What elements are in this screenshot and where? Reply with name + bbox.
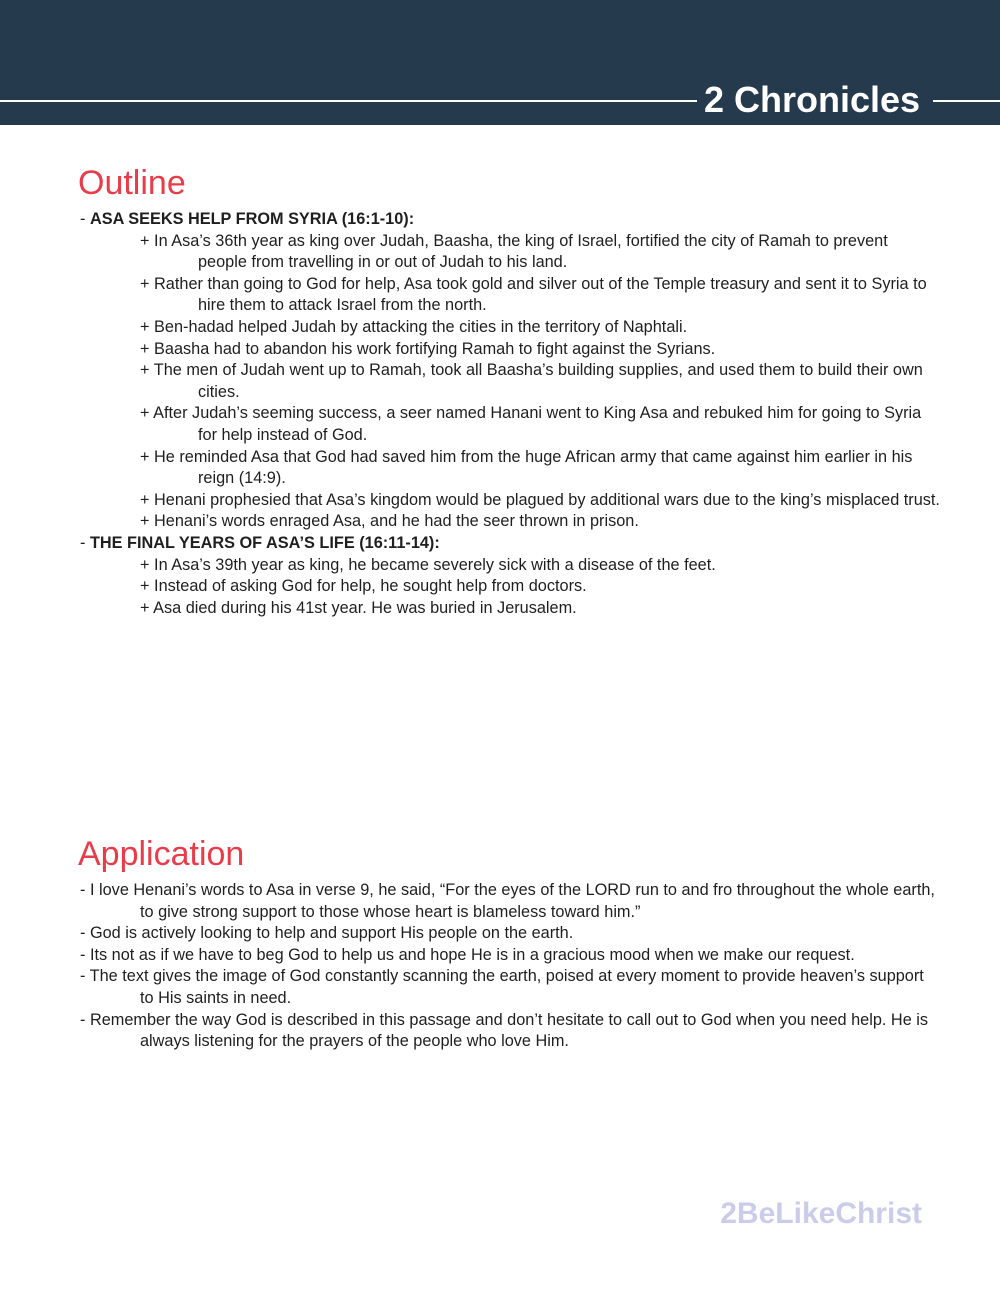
header-rule-right [933,100,1000,102]
outline-item-text: Henani’s words enraged Asa, and he had the seer thrown in prison. [154,512,639,531]
outline-item-text: Ben-hadad helped Judah by attacking the cities in the territory of Naphtali. [154,317,688,336]
application-item: - Its not as if we have to beg God to help us and hope He is in a gracious mood when we make our request. [80,945,855,964]
brand-watermark: 2BeLikeChrist [720,1197,922,1230]
application-item: - Remember the way God is described in this passage and don’t hesitate to call out to God when you need help. He is always listening for the prayers of the people who love Him. [80,1010,929,1051]
application-list [80,880,940,1053]
outline-item: + Instead of asking God for help, he sought help from doctors. [140,577,587,596]
outline-item-text: In Asa’s 36th year as king over Judah, Baasha, the king of Israel, fortified the city of Ramah to prevent people from travelling in or out of Judah to his land. [154,231,888,272]
outline-item-text: He reminded Asa that God had saved him from the huge African army that came against him earlier in his reign (14:9). [154,447,913,488]
application-item-text: Its not as if we have to beg God to help us and hope He is in a gracious mood when we make our request. [89,945,855,964]
application-item: - God is actively looking to help and support His people on the earth. [80,924,574,943]
application-item-text: I love Henani’s words to Asa in verse 9, he said, “For the eyes of the LORD run to and fro throughout the whole earth, to give strong support to those whose heart is blameless toward him.” [89,881,935,921]
outline-group-title-text: THE FINAL YEARS OF ASA’S LIFE (16:11-14): [89,533,440,552]
header-rule-left [0,100,697,102]
outline-item: + The men of Judah went up to Ramah, took all Baasha’s building supplies, and used them to build their own cities. [140,361,923,401]
outline-item: + In Asa’s 36th year as king over Judah, Baasha, the king of Israel, fortified the city of Ramah to prevent people from travelling in or out of Judah to his land. [140,231,888,272]
header-bar [0,0,1000,125]
outline-group-title-text: ASA SEEKS HELP FROM SYRIA (16:1-10): [89,210,415,228]
outline-item: + Henani prophesied that Asa’s kingdom would be plagued by additional wars due to the king’s misplaced trust. [140,490,940,509]
outline-item: + Asa died during his 41st year. He was buried in Jerusalem. [140,598,577,617]
application-heading: Application [78,835,245,873]
outline-item: + He reminded Asa that God had saved him from the huge African army that came against him earlier in his reign (14:9). [140,447,913,488]
outline-heading: Outline [78,164,186,202]
outline-group-title: - ASA SEEKS HELP FROM SYRIA (16:1-10): [80,210,415,228]
application-item-text: Remember the way God is described in this passage and don’t hesitate to call out to God when you need help. He is always listening for the prayers of the people who love Him. [89,1010,929,1051]
application-item-text: God is actively looking to help and support His people on the earth. [89,924,574,943]
outline-item: + Baasha had to abandon his work fortifying Ramah to fight against the Syrians. [140,339,716,358]
outline-item-text: Baasha had to abandon his work fortifying Ramah to fight against the Syrians. [154,339,716,358]
application-item: - I love Henani’s words to Asa in verse 9, he said, “For the eyes of the LORD run to and fro throughout the whole earth, to give strong support to those whose heart is blameless toward him.” [80,881,935,921]
application-item: - The text gives the image of God constantly scanning the earth, poised at every moment to provide heaven’s support to His saints in need. [80,967,924,1007]
outline-item: + In Asa’s 39th year as king, he became severely sick with a disease of the feet. [140,555,716,574]
outline-item: + Henani’s words enraged Asa, and he had the seer thrown in prison. [140,512,639,531]
outline-item-text: In Asa’s 39th year as king, he became severely sick with a disease of the feet. [154,555,716,574]
outline-item: + Rather than going to God for help, Asa took gold and silver out of the Temple treasury and sent it to Syria to hire them to attack Israel from the north. [140,274,927,315]
outline-item-text: Instead of asking God for help, he sought help from doctors. [154,577,587,596]
book-title: 2 Chronicles [704,79,921,120]
outline-item: + Ben-hadad helped Judah by attacking the cities in the territory of Naphtali. [140,317,688,336]
outline-list [80,209,940,619]
outline-item-text: After Judah’s seeming success, a seer named Hanani went to King Asa and rebuked him for going to Syria for help instead of God. [153,404,922,444]
outline-item-text: Henani prophesied that Asa’s kingdom would be plagued by additional wars due to the king’s misplaced trust. [154,490,940,509]
outline-item-text: The men of Judah went up to Ramah, took all Baasha’s building supplies, and used them to build their own cities. [153,361,923,401]
outline-item: + After Judah’s seeming success, a seer named Hanani went to King Asa and rebuked him for going to Syria for help instead of God. [140,404,922,444]
outline-item-text: Rather than going to God for help, Asa took gold and silver out of the Temple treasury and sent it to Syria to hire them to attack Israel from the north. [154,274,927,315]
outline-item-text: Asa died during his 41st year. He was buried in Jerusalem. [153,598,577,617]
outline-group-title: - THE FINAL YEARS OF ASA’S LIFE (16:11-14): [80,533,440,552]
application-item-text: The text gives the image of God constantly scanning the earth, poised at every moment to provide heaven’s support to His saints in need. [89,967,924,1007]
